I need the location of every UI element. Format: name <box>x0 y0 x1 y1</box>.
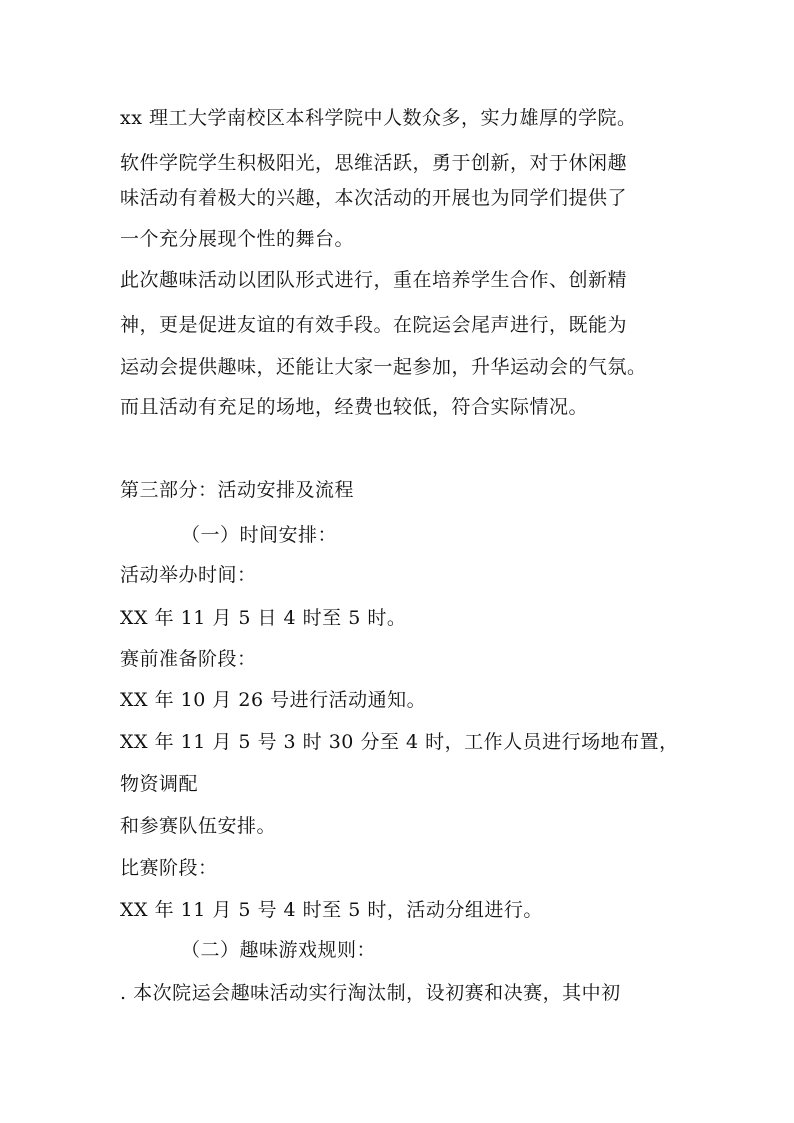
paragraph-line: XX 年 11 月 5 号 3 时 30 分至 4 时，工作人员进行场地布置， <box>120 731 679 753</box>
paragraph-line: 神，更是促进友谊的有效手段。在院运会尾声进行，既能为 <box>120 314 628 336</box>
paragraph-line: 软件学院学生积极阳光，思维活跃，勇于创新，对于休闲趣 <box>120 152 628 174</box>
paragraph-line: 赛前准备阶段： <box>120 648 257 670</box>
paragraph-line: 物资调配 <box>120 773 199 795</box>
paragraph-line: 运动会提供趣味，还能让大家一起参加，升华运动会的气氛。 <box>120 356 647 378</box>
paragraph-line: xx 理工大学南校区本科学院中人数众多，实力雄厚的学院。 <box>120 107 637 129</box>
paragraph-line: 味活动有着极大的兴趣，本次活动的开展也为同学们提供了 <box>120 187 628 209</box>
subsection-heading: （二）趣味游戏规则： <box>181 939 377 961</box>
paragraph-line: 和参赛队伍安排。 <box>120 815 277 837</box>
section-heading: 第三部分：活动安排及流程 <box>120 479 355 501</box>
paragraph-line: 比赛阶段： <box>120 857 218 879</box>
paragraph-line: 活动举办时间： <box>120 564 257 586</box>
paragraph-line: XX 年 11 月 5 日 4 时至 5 时。 <box>120 607 407 629</box>
paragraph-line: XX 年 10 月 26 号进行活动通知。 <box>120 689 427 711</box>
paragraph-line: 此次趣味活动以团队形式进行，重在培养学生合作、创新精 <box>120 269 628 291</box>
paragraph-line: XX 年 11 月 5 号 4 时至 5 时，活动分组进行。 <box>120 899 543 921</box>
paragraph-line: 一个充分展现个性的舞台。 <box>120 228 355 250</box>
paragraph-line: 而且活动有充足的场地，经费也较低，符合实际情况。 <box>120 396 589 418</box>
paragraph-line: . 本次院运会趣味活动实行淘汰制，设初赛和决赛，其中初 <box>120 982 621 1004</box>
subsection-heading: （一）时间安排： <box>181 524 338 546</box>
